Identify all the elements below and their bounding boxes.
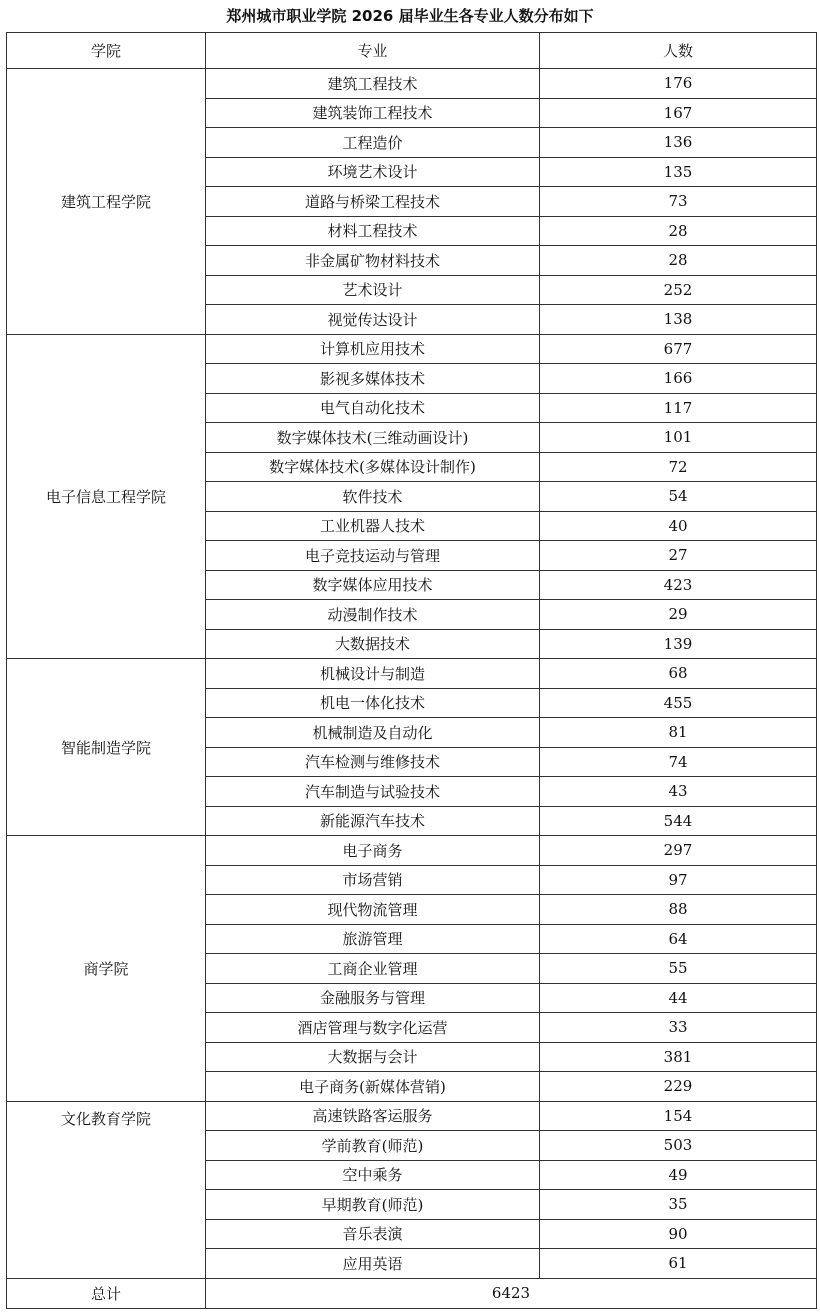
major-cell: 机械制造及自动化 (206, 718, 540, 748)
header-count: 人数 (540, 33, 817, 69)
header-major: 专业 (206, 33, 540, 69)
major-cell: 视觉传达设计 (206, 305, 540, 335)
major-cell: 影视多媒体技术 (206, 364, 540, 394)
major-cell: 早期教育(师范) (206, 1190, 540, 1220)
major-cell: 学前教育(师范) (206, 1131, 540, 1161)
major-cell: 电子商务(新媒体营销) (206, 1072, 540, 1102)
count-cell: 136 (540, 128, 817, 158)
major-cell: 大数据技术 (206, 629, 540, 659)
count-cell: 381 (540, 1042, 817, 1072)
major-cell: 工业机器人技术 (206, 511, 540, 541)
count-cell: 68 (540, 659, 817, 689)
count-cell: 677 (540, 334, 817, 364)
count-cell: 166 (540, 364, 817, 394)
count-cell: 29 (540, 600, 817, 630)
count-cell: 138 (540, 305, 817, 335)
count-cell: 35 (540, 1190, 817, 1220)
major-cell: 机电一体化技术 (206, 688, 540, 718)
count-cell: 88 (540, 895, 817, 925)
major-cell: 艺术设计 (206, 275, 540, 305)
count-cell: 64 (540, 924, 817, 954)
page-title: 郑州城市职业学院 2026 届毕业生各专业人数分布如下 (226, 7, 594, 25)
major-cell: 空中乘务 (206, 1160, 540, 1190)
college-cell: 文化教育学院 (7, 1101, 206, 1278)
table-row (7, 1101, 817, 1131)
major-cell: 道路与桥梁工程技术 (206, 187, 540, 217)
college-cell: 电子信息工程学院 (7, 334, 206, 659)
major-cell: 高速铁路客运服务 (206, 1101, 540, 1131)
major-cell: 建筑工程技术 (206, 69, 540, 99)
major-cell: 建筑装饰工程技术 (206, 98, 540, 128)
major-cell: 现代物流管理 (206, 895, 540, 925)
major-cell: 数字媒体应用技术 (206, 570, 540, 600)
count-cell: 27 (540, 541, 817, 571)
count-cell: 154 (540, 1101, 817, 1131)
table-row (7, 69, 817, 99)
total-value: 6423 (206, 1278, 817, 1308)
count-cell: 101 (540, 423, 817, 453)
count-cell: 44 (540, 983, 817, 1013)
count-cell: 176 (540, 69, 817, 99)
count-cell: 28 (540, 216, 817, 246)
table-row (7, 659, 817, 689)
major-cell: 电气自动化技术 (206, 393, 540, 423)
major-cell: 旅游管理 (206, 924, 540, 954)
count-cell: 33 (540, 1013, 817, 1043)
count-cell: 503 (540, 1131, 817, 1161)
count-cell: 423 (540, 570, 817, 600)
major-cell: 新能源汽车技术 (206, 806, 540, 836)
college-cell: 智能制造学院 (7, 659, 206, 836)
count-cell: 28 (540, 246, 817, 276)
count-cell: 135 (540, 157, 817, 187)
count-cell: 55 (540, 954, 817, 984)
major-cell: 音乐表演 (206, 1219, 540, 1249)
table-header-row (7, 33, 817, 69)
count-cell: 90 (540, 1219, 817, 1249)
count-cell: 97 (540, 865, 817, 895)
count-cell: 252 (540, 275, 817, 305)
major-cell: 酒店管理与数字化运营 (206, 1013, 540, 1043)
table-body (7, 69, 817, 1279)
total-label: 总计 (7, 1278, 206, 1308)
count-cell: 139 (540, 629, 817, 659)
count-cell: 544 (540, 806, 817, 836)
count-cell: 74 (540, 747, 817, 777)
major-cell: 软件技术 (206, 482, 540, 512)
major-cell: 数字媒体技术(三维动画设计) (206, 423, 540, 453)
count-cell: 81 (540, 718, 817, 748)
major-cell: 工商企业管理 (206, 954, 540, 984)
major-cell: 电子竞技运动与管理 (206, 541, 540, 571)
count-cell: 40 (540, 511, 817, 541)
count-cell: 167 (540, 98, 817, 128)
count-cell: 61 (540, 1249, 817, 1279)
college-cell: 建筑工程学院 (7, 69, 206, 335)
major-cell: 工程造价 (206, 128, 540, 158)
table-row (7, 836, 817, 866)
count-cell: 117 (540, 393, 817, 423)
major-cell: 材料工程技术 (206, 216, 540, 246)
header-college: 学院 (7, 33, 206, 69)
major-cell: 计算机应用技术 (206, 334, 540, 364)
count-cell: 43 (540, 777, 817, 807)
major-cell: 非金属矿物材料技术 (206, 246, 540, 276)
major-cell: 市场营销 (206, 865, 540, 895)
major-cell: 电子商务 (206, 836, 540, 866)
count-cell: 73 (540, 187, 817, 217)
table-row (7, 334, 817, 364)
major-cell: 金融服务与管理 (206, 983, 540, 1013)
college-cell: 商学院 (7, 836, 206, 1102)
count-cell: 72 (540, 452, 817, 482)
total-row (7, 1278, 817, 1308)
major-cell: 动漫制作技术 (206, 600, 540, 630)
major-cell: 汽车制造与试验技术 (206, 777, 540, 807)
count-cell: 49 (540, 1160, 817, 1190)
count-cell: 297 (540, 836, 817, 866)
count-cell: 54 (540, 482, 817, 512)
count-cell: 455 (540, 688, 817, 718)
major-cell: 数字媒体技术(多媒体设计制作) (206, 452, 540, 482)
major-cell: 环境艺术设计 (206, 157, 540, 187)
major-cell: 机械设计与制造 (206, 659, 540, 689)
enrollment-table (6, 32, 817, 1309)
major-cell: 大数据与会计 (206, 1042, 540, 1072)
major-cell: 应用英语 (206, 1249, 540, 1279)
major-cell: 汽车检测与维修技术 (206, 747, 540, 777)
count-cell: 229 (540, 1072, 817, 1102)
